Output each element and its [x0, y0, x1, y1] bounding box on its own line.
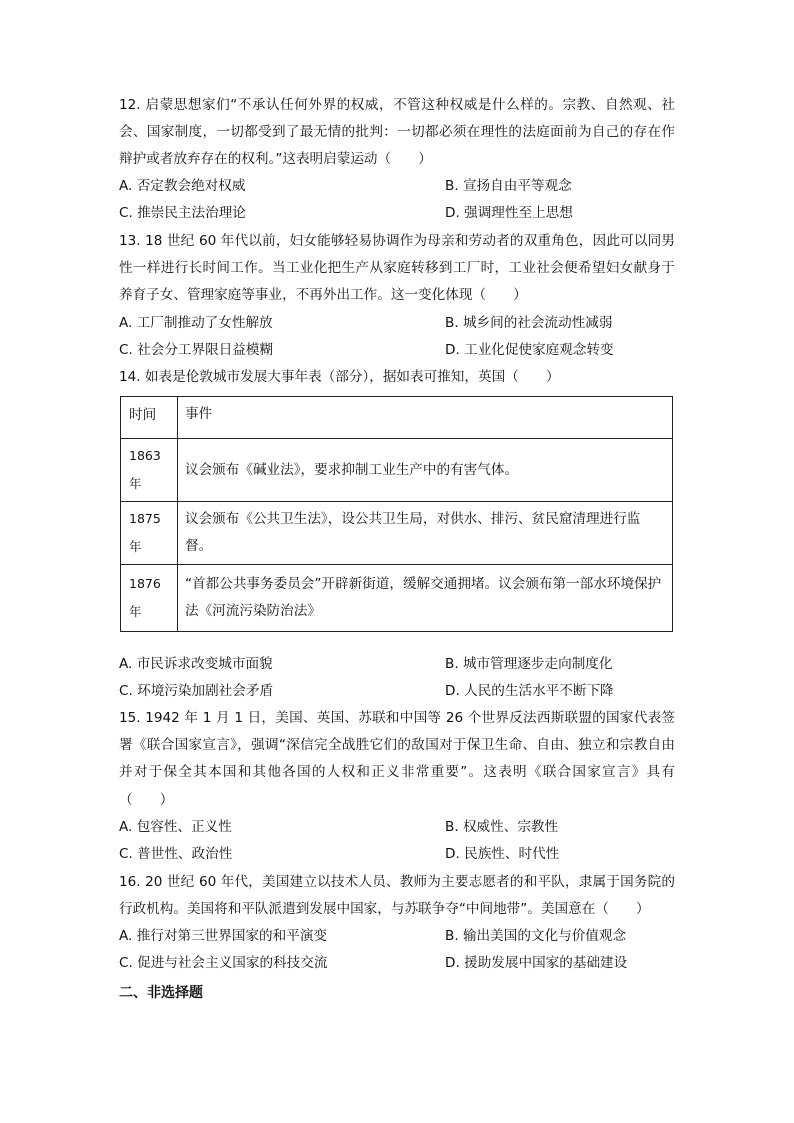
table-cell-event: 议会颁布《碱业法》，要求抑制工业生产中的有害气体。: [178, 439, 673, 502]
option-c: C. 社会分工界限日益模糊: [119, 342, 274, 359]
option-b: B. 城市管理逐步走向制度化: [445, 656, 613, 672]
table-row: [121, 502, 673, 565]
question-12-options: [119, 173, 675, 227]
option-a: A. 否定教会绝对权威: [119, 178, 246, 194]
option-c: C. 促进与社会主义国家的科技交流: [119, 955, 328, 972]
option-d: D. 民族性、时代性: [445, 846, 560, 863]
option-b: B. 宣扬自由平等观念: [445, 178, 572, 194]
table-row: [121, 439, 673, 502]
option-b: B. 城乡间的社会流动性减弱: [445, 315, 613, 331]
option-c: C. 环境污染加剧社会矛盾: [119, 683, 274, 700]
question-13-stem: 13. 18 世纪 60 年代以前，妇女能够轻易协调作为母亲和劳动者的双重角色，因此可以同男性一样进行长时间工作。当工业化把生产从家庭转移到工厂时，工业社会便希望妇女献身于养育子女、管理家庭等事业，不再外出工作。这一变化体现（ ）: [119, 233, 675, 304]
question-15-options: [119, 814, 675, 868]
question-14-stem: 14. 如表是伦敦城市发展大事年表（部分），据如表可推知，英国（ ）: [119, 369, 560, 385]
option-a: A. 工厂制推动了女性解放: [119, 315, 273, 331]
option-a: A. 推行对第三世界国家的和平演变: [119, 928, 328, 944]
option-a: A. 包容性、正义性: [119, 819, 232, 835]
table-row: [121, 565, 673, 632]
option-d: D. 人民的生活水平不断下降: [445, 683, 614, 700]
question-15-stem: 15. 1942 年 1 月 1 日，美国、英国、苏联和中国等 26 个世界反法西斯联盟的国家代表签署《联合国家宣言》，强调“深信完全战胜它们的敌国对于保卫生命、自由、独立和宗教自由并对于保全其本国和其他各国的人权和正义非常重要”。这表明《联合国家宣言》具有（ ）: [119, 710, 675, 808]
question-14-options: [119, 651, 675, 705]
option-d: D. 工业化促使家庭观念转变: [445, 342, 614, 359]
question-16-options: [119, 923, 675, 977]
option-d: D. 强调理性至上思想: [445, 205, 573, 222]
table-cell-event: “首都公共事务委员会”开辟新街道，缓解交通拥堵。议会颁布第一部水环境保护法《河流污染防治法》: [178, 565, 673, 632]
table-cell-year: 1876 年: [121, 565, 178, 632]
london-events-table: [120, 396, 673, 632]
table-header-time: 时间: [121, 397, 178, 439]
option-d: D. 援助发展中国家的基础建设: [445, 955, 628, 972]
question-12-stem: 12. 启蒙思想家们“不承认任何外界的权威，不管这种权威是什么样的。宗教、自然观、社会、国家制度，一切都受到了最无情的批判：一切都必须在理性的法庭面前为自己的存在作辩护或者放弃存在的权利。”这表明启蒙运动（ ）: [119, 97, 675, 168]
option-a: A. 市民诉求改变城市面貌: [119, 656, 273, 672]
table-cell-event: 议会颁布《公共卫生法》，设公共卫生局，对供水、排污、贫民窟清理进行监督。: [178, 502, 673, 565]
question-13-options: [119, 310, 675, 364]
table-header-row: [121, 397, 673, 439]
option-b: B. 输出美国的文化与价值观念: [445, 928, 627, 944]
table-header-event: 事件: [178, 397, 673, 439]
table-cell-year: 1863 年: [121, 439, 178, 502]
option-c: C. 普世性、政治性: [119, 846, 233, 863]
section-title: 二、非选择题: [119, 985, 203, 1001]
option-b: B. 权威性、宗教性: [445, 819, 559, 835]
table-cell-year: 1875 年: [121, 502, 178, 565]
option-c: C. 推崇民主法治理论: [119, 205, 246, 222]
question-16-stem: 16. 20 世纪 60 年代，美国建立以技术人员、教师为主要志愿者的和平队，隶属于国务院的行政机构。美国将和平队派遣到发展中国家，与苏联争夺“中间地带”。美国意在（ ）: [119, 874, 675, 918]
